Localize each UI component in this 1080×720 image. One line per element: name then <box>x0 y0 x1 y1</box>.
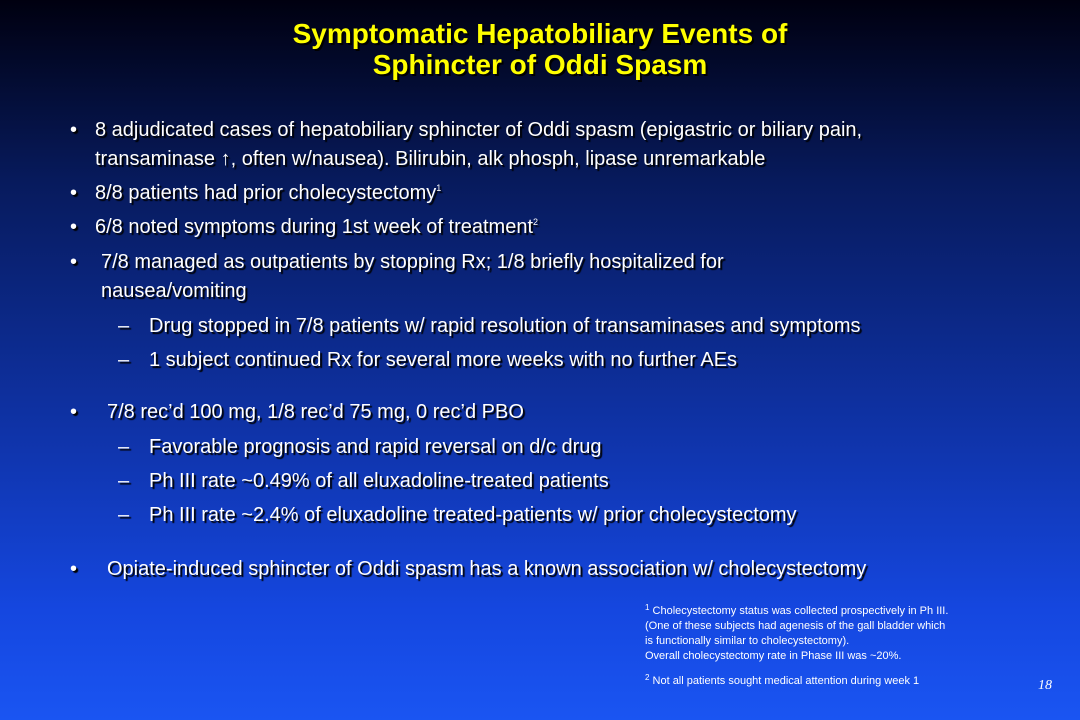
footnote-text: Cholecystectomy status was collected prospectively in Ph III. <box>652 605 949 617</box>
page-number: 18 <box>1038 678 1052 693</box>
footnotes <box>645 604 1025 689</box>
sub-bullet-text: Drug stopped in 7/8 patients w/ rapid resolution of transaminases and symptoms <box>149 315 861 337</box>
bullet-text: 8/8 patients had prior cholecystectomy <box>95 182 437 204</box>
bullet-text: 7/8 managed as outpatients by stopping Rx; 1/8 briefly hospitalized for <box>101 251 724 273</box>
dash-marker: – <box>118 315 130 337</box>
footnote-marker: 1 <box>645 603 650 612</box>
bullet-marker: • <box>70 216 78 238</box>
footnote-ref: 1 <box>436 183 442 193</box>
bullet-text-wrap <box>95 213 538 242</box>
footnote-text: (One of these subjects had agenesis of the gall bladder which <box>645 620 946 632</box>
bullet-text: transaminase ↑, often w/nausea). Bilirubin, alk phosph, lipase unremarkable <box>95 148 766 170</box>
dash-marker: – <box>118 470 130 492</box>
bullet-text: nausea/vomiting <box>101 280 247 302</box>
footnote-text: Not all patients sought medical attention during week 1 <box>652 675 920 687</box>
dash-marker: – <box>118 436 130 458</box>
footnote-marker: 2 <box>645 673 650 682</box>
footnote-text: Overall cholecystectomy rate in Phase III was ~20%. <box>645 650 902 662</box>
bullet-marker: • <box>70 182 78 204</box>
slide-title-line-1: Symptomatic Hepatobiliary Events of <box>292 18 788 49</box>
dash-marker: – <box>118 504 130 526</box>
sub-bullet-text: Ph III rate ~0.49% of all eluxadoline-treated patients <box>149 470 609 492</box>
bullet-text: 8 adjudicated cases of hepatobiliary sphincter of Oddi spasm (epigastric or biliary pain, <box>95 119 863 141</box>
bullet-text: 7/8 rec’d 100 mg, 1/8 rec’d 75 mg, 0 rec’d PBO <box>107 401 524 423</box>
sub-bullet-text: Ph III rate ~2.4% of eluxadoline treated-patients w/ prior cholecystectomy <box>149 504 797 526</box>
bullet-marker: • <box>70 251 78 273</box>
bullet-marker: • <box>70 119 78 141</box>
dash-marker: – <box>118 349 130 371</box>
footnote-1-line <box>645 604 1025 619</box>
bullet-text-wrap <box>95 179 441 208</box>
footnote-2-line <box>645 674 1025 689</box>
bullet-text: Opiate-induced sphincter of Oddi spasm has a known association w/ cholecystectomy <box>107 558 867 580</box>
bullet-marker: • <box>70 558 78 580</box>
sub-bullet-text: Favorable prognosis and rapid reversal on d/c drug <box>149 436 602 458</box>
footnote-ref: 2 <box>533 217 539 227</box>
bullet-marker: • <box>70 401 78 423</box>
slide-title-line-2: Sphincter of Oddi Spasm <box>372 49 708 80</box>
footnote-text: is functionally similar to cholecystectomy). <box>645 635 850 647</box>
bullet-text: 6/8 noted symptoms during 1st week of treatment <box>95 216 533 238</box>
sub-bullet-text: 1 subject continued Rx for several more weeks with no further AEs <box>149 349 738 371</box>
